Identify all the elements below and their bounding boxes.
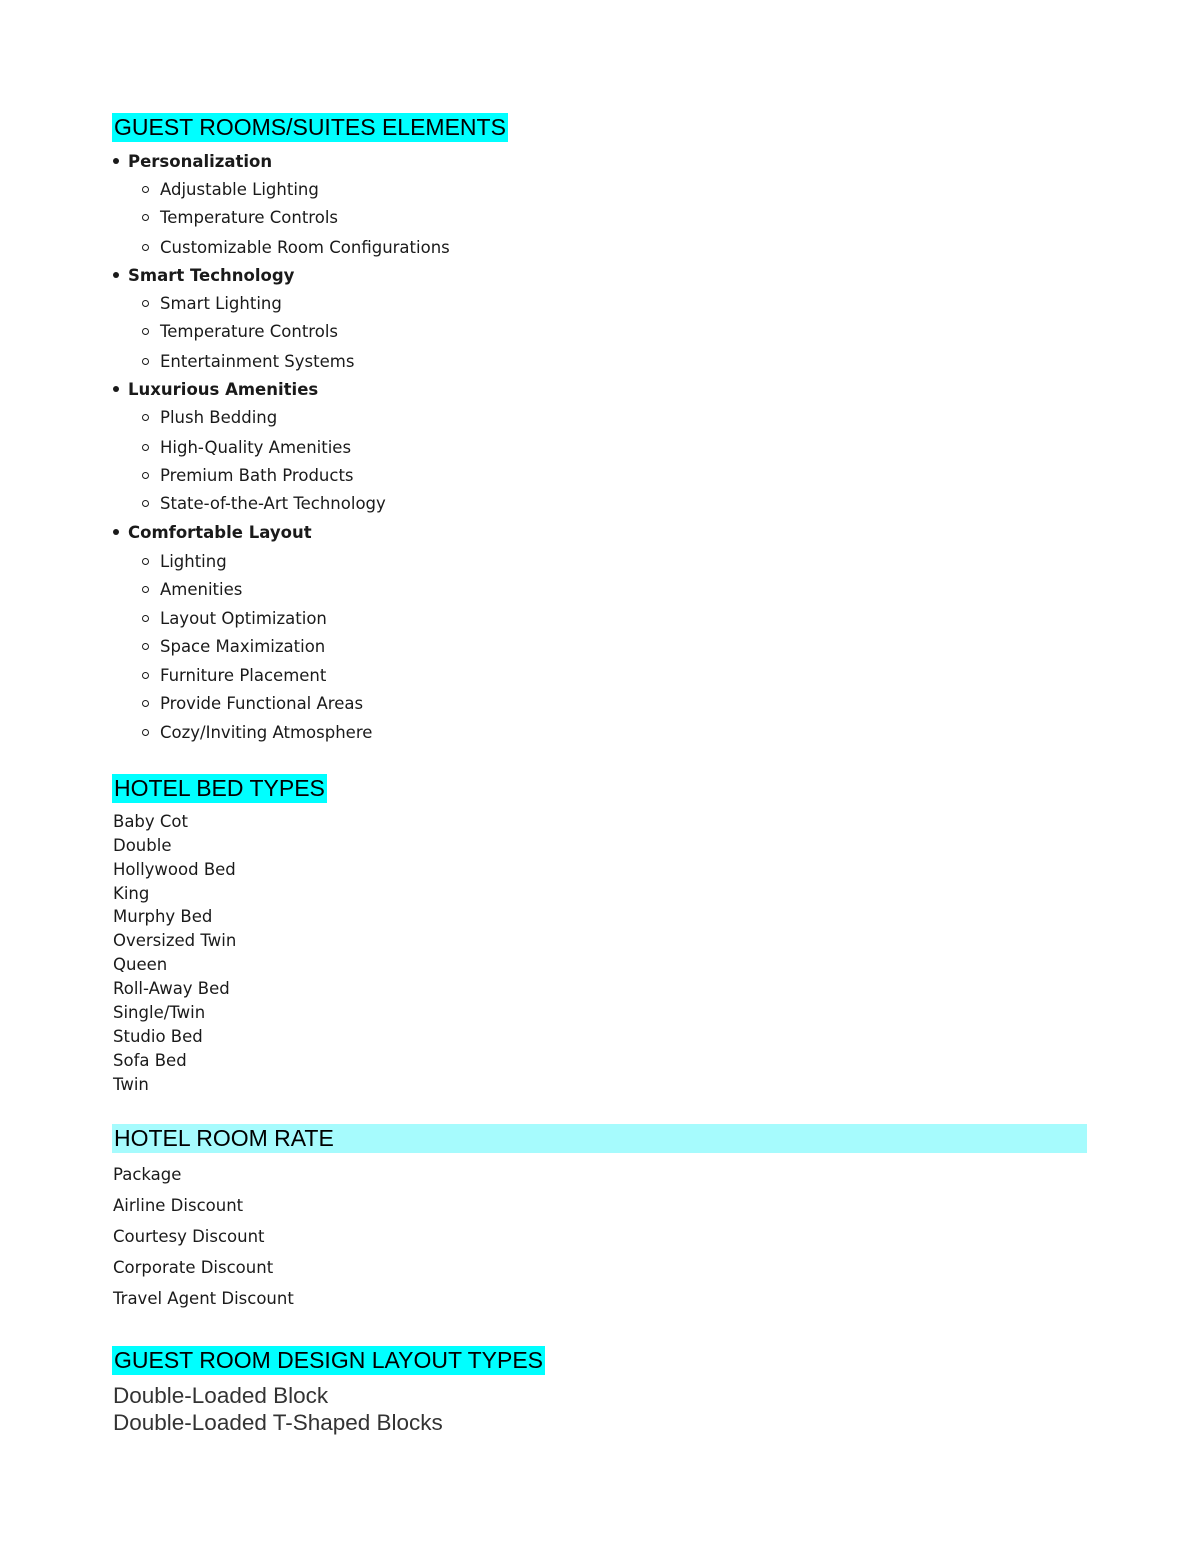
circle-bullet-icon [142, 186, 149, 193]
circle-bullet-icon [142, 615, 149, 622]
bullet-icon [113, 272, 119, 278]
list-item-label: Lighting [160, 552, 227, 571]
list-item-label: Cozy/Inviting Atmosphere [160, 723, 373, 742]
circle-bullet-icon [142, 328, 149, 335]
bed-type-item: Double [113, 836, 172, 855]
bed-type-item: Studio Bed [113, 1027, 203, 1046]
bullet-icon [113, 529, 119, 535]
list-item-label: Furniture Placement [160, 666, 327, 685]
list-item-label: Layout Optimization [160, 609, 327, 628]
list-item [142, 438, 351, 458]
list-item-label: Temperature Controls [160, 208, 339, 227]
room-rate-item: Travel Agent Discount [113, 1289, 294, 1308]
list-item-label: Customizable Room Configurations [160, 238, 450, 257]
bed-type-item: Single/Twin [113, 1003, 206, 1022]
list-item [142, 294, 282, 314]
category-label: Personalization [128, 152, 273, 171]
room-rate-item: Corporate Discount [113, 1258, 274, 1277]
circle-bullet-icon [142, 558, 149, 565]
list-item [142, 352, 354, 372]
category-personalization [113, 152, 272, 172]
bed-type-item: Roll-Away Bed [113, 979, 230, 998]
list-item [142, 609, 327, 629]
list-item [142, 466, 354, 486]
bed-type-item: Sofa Bed [113, 1051, 187, 1070]
list-item [142, 637, 325, 657]
category-smart-technology [113, 266, 294, 286]
circle-bullet-icon [142, 700, 149, 707]
circle-bullet-icon [142, 444, 149, 451]
list-item-label: Amenities [160, 580, 243, 599]
bullet-icon [113, 386, 119, 392]
category-luxurious-amenities [113, 380, 318, 400]
list-item-label: State-of-the-Art Technology [160, 494, 386, 513]
bed-type-item: Hollywood Bed [113, 860, 236, 879]
list-item-label: Provide Functional Areas [160, 694, 364, 713]
circle-bullet-icon [142, 244, 149, 251]
category-label: Comfortable Layout [128, 523, 312, 542]
bed-type-item: Oversized Twin [113, 931, 237, 950]
list-item [142, 238, 450, 258]
room-rate-item: Courtesy Discount [113, 1227, 265, 1246]
list-item-label: Plush Bedding [160, 408, 278, 427]
circle-bullet-icon [142, 643, 149, 650]
list-item [142, 408, 277, 428]
bed-type-item: King [113, 884, 150, 903]
bed-type-item: Baby Cot [113, 812, 188, 831]
layout-type-item: Double-Loaded Block [113, 1383, 329, 1408]
list-item [142, 723, 372, 743]
room-rate-item: Package [113, 1165, 182, 1184]
circle-bullet-icon [142, 214, 149, 221]
circle-bullet-icon [142, 500, 149, 507]
list-item-label: Smart Lighting [160, 294, 282, 313]
list-item [142, 494, 386, 514]
heading-layout-types: GUEST ROOM DESIGN LAYOUT TYPES [114, 1347, 544, 1373]
category-label: Smart Technology [128, 266, 295, 285]
heading-bed-types: HOTEL BED TYPES [114, 775, 325, 801]
list-item-label: Temperature Controls [160, 322, 339, 341]
list-item [142, 208, 338, 228]
bed-type-item: Queen [113, 955, 168, 974]
layout-type-item: Double-Loaded T-Shaped Blocks [113, 1410, 443, 1435]
list-item [142, 322, 338, 342]
heading-room-rate: HOTEL ROOM RATE [112, 1124, 1087, 1153]
category-label: Luxurious Amenities [128, 380, 319, 399]
list-item-label: Adjustable Lighting [160, 180, 319, 199]
list-item [142, 666, 326, 686]
circle-bullet-icon [142, 729, 149, 736]
list-item [142, 694, 363, 714]
circle-bullet-icon [142, 586, 149, 593]
circle-bullet-icon [142, 358, 149, 365]
bed-type-item: Murphy Bed [113, 907, 213, 926]
list-item-label: Space Maximization [160, 637, 326, 656]
circle-bullet-icon [142, 472, 149, 479]
list-item [142, 552, 227, 572]
circle-bullet-icon [142, 672, 149, 679]
bullet-icon [113, 158, 119, 164]
list-item [142, 180, 319, 200]
list-item-label: Premium Bath Products [160, 466, 354, 485]
circle-bullet-icon [142, 414, 149, 421]
circle-bullet-icon [142, 300, 149, 307]
list-item-label: High-Quality Amenities [160, 438, 352, 457]
list-item [142, 580, 242, 600]
heading-guest-rooms: GUEST ROOMS/SUITES ELEMENTS [114, 114, 506, 140]
bed-type-item: Twin [113, 1075, 149, 1094]
category-comfortable-layout [113, 523, 312, 543]
list-item-label: Entertainment Systems [160, 352, 355, 371]
room-rate-item: Airline Discount [113, 1196, 244, 1215]
